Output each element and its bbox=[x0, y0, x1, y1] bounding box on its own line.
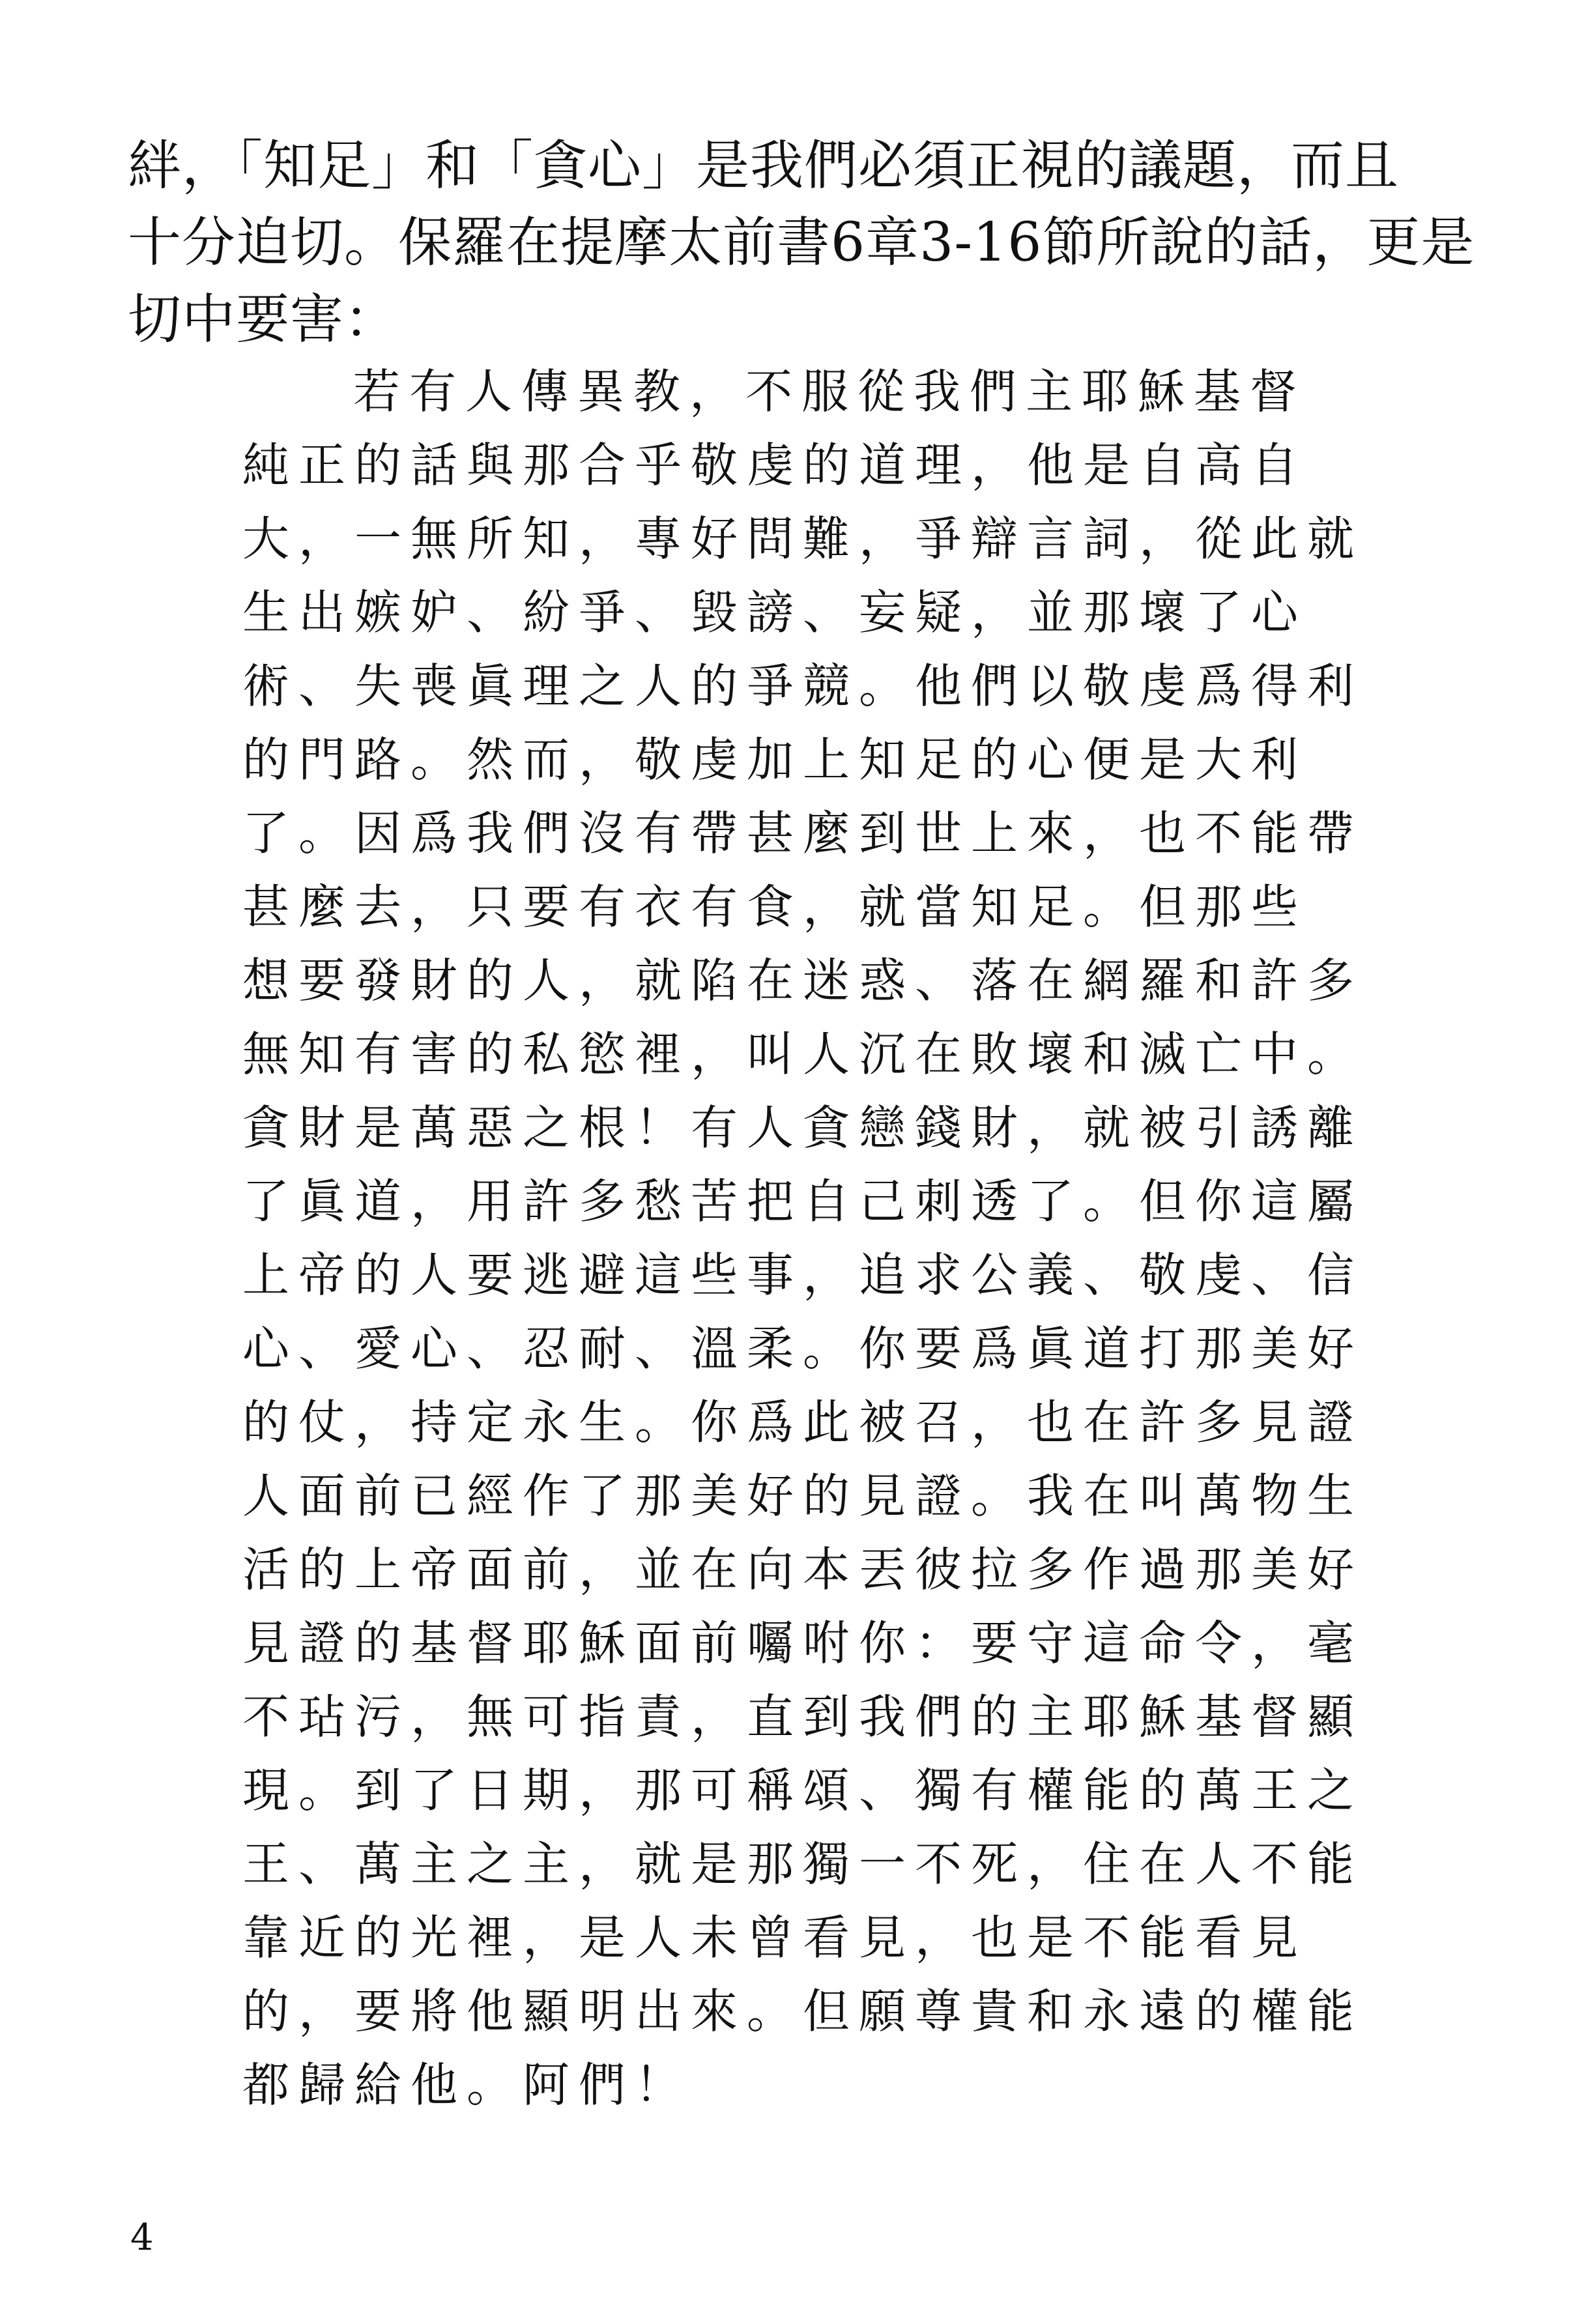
quote-line: 現。到了日期，那可稱頌、獨有權能的萬王之 bbox=[242, 1763, 1364, 1818]
intro-line: 絆，「知足」和「貪心」是我們必須正視的議題，而且 bbox=[128, 135, 1400, 197]
quote-line: 的，要將他顯明出來。但願尊貴和永遠的權能 bbox=[242, 1984, 1364, 2039]
quote-line: 活的上帝面前，並在向本丟彼拉多作過那美好 bbox=[242, 1542, 1364, 1597]
quote-line: 貪財是萬惡之根！有人貪戀錢財，就被引誘離 bbox=[242, 1100, 1364, 1155]
quote-line: 不玷污，無可指責，直到我們的主耶穌基督顯 bbox=[242, 1689, 1364, 1744]
quote-line: 了眞道，用許多愁苦把自己刺透了。但你這屬 bbox=[242, 1174, 1364, 1229]
quote-line: 心、愛心、忍耐、溫柔。你要爲眞道打那美好 bbox=[242, 1321, 1364, 1376]
quote-line: 王、萬主之主，就是那獨一不死，住在人不能 bbox=[242, 1837, 1364, 1891]
quote-line: 想要發財的人，就陷在迷惑、落在網羅和許多 bbox=[242, 953, 1364, 1008]
quote-line: 靠近的光裡，是人未曾看見，也是不能看見 bbox=[242, 1910, 1308, 1965]
scripture-quote bbox=[242, 355, 1363, 2122]
quote-line: 的門路。然而，敬虔加上知足的心便是大利 bbox=[242, 732, 1308, 787]
quote-line: 了。因爲我們沒有帶甚麼到世上來，也不能帶 bbox=[242, 806, 1364, 861]
intro-line: 切中要害： bbox=[128, 289, 399, 351]
quote-line: 的仗，持定永生。你爲此被召，也在許多見證 bbox=[242, 1395, 1364, 1450]
intro-paragraph bbox=[128, 128, 1475, 358]
quote-line: 都歸給他。阿們！ bbox=[242, 2058, 691, 2112]
quote-line: 大，一無所知，專好問難，爭辯言詞，從此就 bbox=[242, 511, 1364, 566]
quote-line: 若有人傳異教，不服從我們主耶穌基督 bbox=[353, 364, 1306, 419]
quote-line: 甚麼去，只要有衣有食，就當知足。但那些 bbox=[242, 880, 1308, 934]
quote-line: 生出嫉妒、紛爭、毀謗、妄疑，並那壞了心 bbox=[242, 585, 1308, 640]
quote-line: 見證的基督耶穌面前囑咐你：要守這命令，毫 bbox=[242, 1616, 1364, 1671]
quote-line: 無知有害的私慾裡，叫人沉在敗壞和滅亡中。 bbox=[242, 1027, 1364, 1082]
page-number: 4 bbox=[130, 2216, 154, 2259]
quote-line: 人面前已經作了那美好的見證。我在叫萬物生 bbox=[242, 1469, 1364, 1523]
intro-line: 十分迫切。保羅在提摩太前書6章3-16節所說的話，更是 bbox=[128, 212, 1475, 274]
quote-line: 上帝的人要逃避這些事，追求公義、敬虔、信 bbox=[242, 1248, 1364, 1302]
quote-line: 術、失喪眞理之人的爭競。他們以敬虔爲得利 bbox=[242, 659, 1364, 713]
quote-line: 純正的話與那合乎敬虔的道理，他是自高自 bbox=[242, 438, 1308, 493]
